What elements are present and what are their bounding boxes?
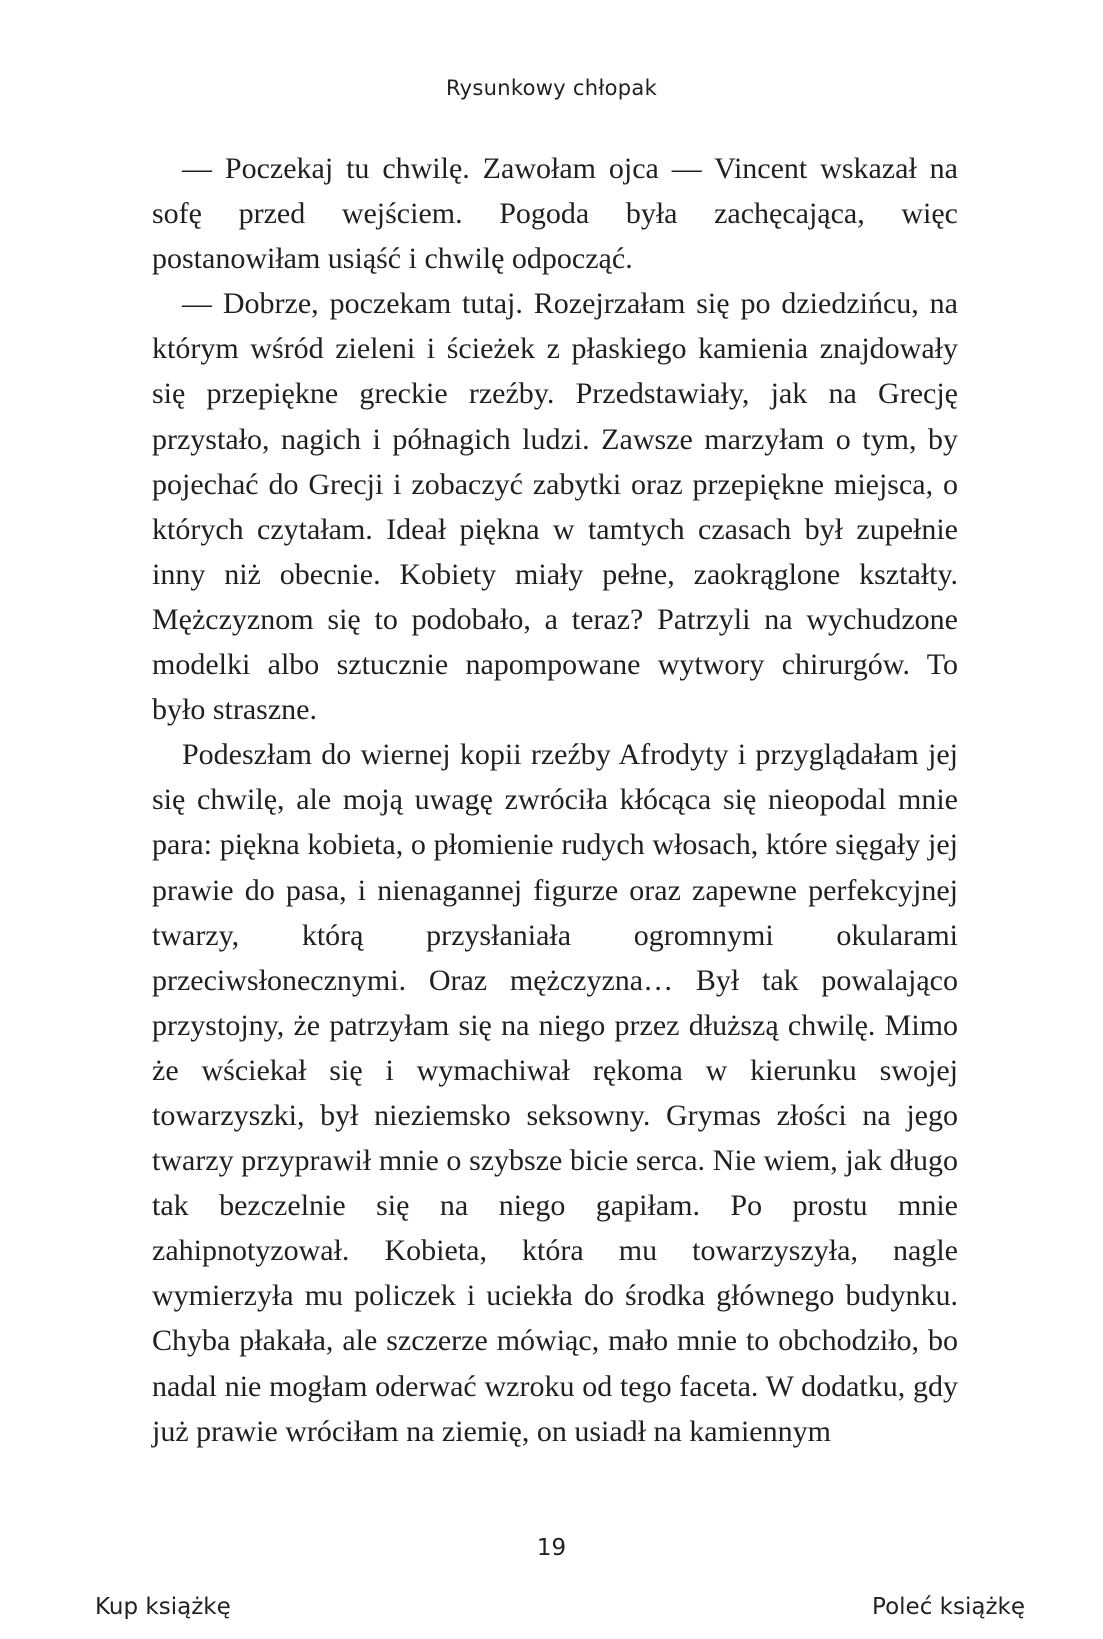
buy-book-link[interactable]: Kup książkę	[95, 1594, 231, 1620]
page-number: 19	[536, 1535, 567, 1561]
paragraph-1: — Poczekaj tu chwilę. Zawołam ojca — Vincent wskazał na sofę przed wejściem. Pogoda była zachęcająca, więc postanowiłam usiąść i chwilę odpocząć.	[152, 152, 958, 276]
paragraph-3: Podeszłam do wiernej kopii rzeźby Afrodyty i przyglądałam jej się chwilę, ale moją uwagę zwróciła kłócąca się nieopodal mnie para: piękna kobieta, o płomienie rudych włosach, które sięgały jej prawie do pasa, i nienagannej figurze oraz zapewne perfekcyjnej twarzy, którą przysłaniała ogromnymi okularami przeciwsłonecznymi. Oraz mężczyzna… Był tak powalająco przystojny, że patrzyłam się na niego przez dłuższą chwilę. Mimo że wściekał się i wymachiwał rękoma w kierunku swojej towarzyszki, był nieziemsko seksowny. Grymas złości na jego twarzy przyprawił mnie o szybsze bicie serca. Nie wiem, jak długo tak bezczelnie się na niego gapiłam. Po prostu mnie zahipnotyzował. Kobieta, która mu towarzyszyła, nagle wymierzyła mu policzek i uciekła do środka głównego budynku. Chyba płakała, ale szczerze mówiąc, mało mnie to obchodziło, bo nadal nie mogłam oderwać wzroku od tego faceta. W dodatku, gdy już prawie wróciłam na ziemię, on usiadł na kamiennym	[152, 738, 958, 1448]
recommend-book-link[interactable]: Poleć książkę	[872, 1594, 1025, 1620]
paragraph-2: — Dobrze, poczekam tutaj. Rozejrzałam się po dziedzińcu, na którym wśród zieleni i ścieżek z płaskiego kamienia znajdowały się przepiękne greckie rzeźby. Przedstawiały, jak na Grecję przystało, nagich i półnagich ludzi. Zawsze marzyłam o tym, by pojechać do Grecji i zobaczyć zabytki oraz przepiękne miejsca, o których czytałam. Ideał piękna w tamtych czasach był zupełnie inny niż obecnie. Kobiety miały pełne, zaokrąglone kształty. Mężczyznom się to podobało, a teraz? Patrzyli na wychudzone modelki albo sztucznie napompowane wytwory chirurgów. To było straszne.	[152, 287, 958, 727]
running-header: Rysunkowy chłopak	[445, 76, 658, 100]
body-text	[152, 146, 958, 1454]
